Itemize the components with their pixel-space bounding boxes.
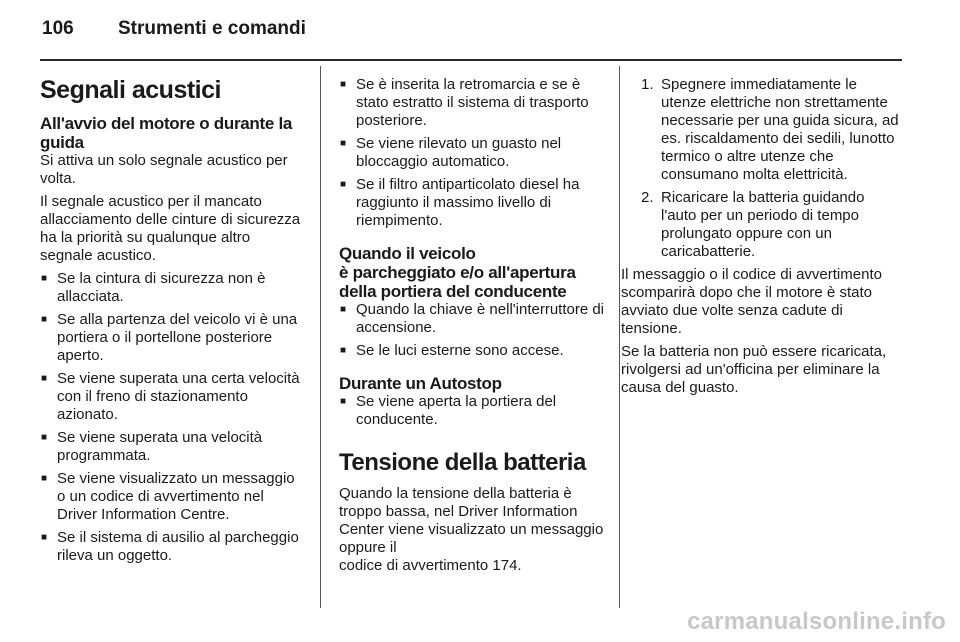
list-item: ■ Se alla partenza del veicolo vi è una portiera o il portellone posteriore aperto. — [40, 311, 306, 365]
list-item: ■ Se le luci esterne sono accese. — [339, 342, 605, 360]
paragraph-line: codice di avvertimento 174. — [339, 557, 522, 574]
bullet-list — [339, 76, 605, 230]
paragraph: Se la batteria non può essere ricaricata, rivolgersi ad un'officina per eliminare la causa del guasto. — [621, 343, 887, 396]
numbered-list — [621, 76, 903, 261]
paragraph-line: Quando la tensione della batteria è troppo bassa, nel Driver Information Center viene visualizzato un messaggio oppure il — [339, 485, 604, 556]
page-header — [42, 18, 306, 40]
page-title: Strumenti e comandi — [118, 18, 306, 39]
section-heading-segnali-acustici: Segnali acustici — [40, 76, 221, 104]
section-heading-tensione-batteria: Tensione della batteria — [339, 449, 586, 476]
paragraph: Il messaggio o il codice di avvertimento scomparirà dopo che il motore è stato avviato due volte senza cadute di tensione. — [621, 266, 882, 337]
paragraph: Il segnale acustico per il mancato allacciamento delle cinture di sicurezza ha la priorità su qualunque altro segnale acustico. — [40, 193, 301, 264]
subheading-avvio-motore: All'avvio del motore o durante la guida — [40, 114, 293, 152]
bullet-list — [339, 301, 605, 360]
list-index: 1. — [641, 76, 654, 93]
list-item: ■ Quando la chiave è nell'interruttore di accensione. — [339, 301, 605, 337]
list-item — [621, 189, 903, 261]
column-divider-2 — [619, 66, 620, 608]
list-item: ■ Se viene superata una velocità programmata. — [40, 429, 306, 465]
list-item: ■ Se il sistema di ausilio al parcheggio rileva un oggetto. — [40, 529, 306, 565]
bullet-list — [339, 393, 605, 429]
list-index: 2. — [641, 189, 654, 206]
column-3 — [621, 76, 903, 402]
list-item: ■ Se il filtro antiparticolato diesel ha raggiunto il massimo livello di riempimento. — [339, 176, 605, 230]
subheading-autostop: Durante un Autostop — [339, 374, 502, 393]
list-item: ■ Se viene visualizzato un messaggio o un codice di avvertimento nel Driver Information Centre. — [40, 470, 306, 524]
list-item: ■ Se viene rilevato un guasto nel bloccaggio automatico. — [339, 135, 605, 171]
list-item-text: Ricaricare la batteria guidando l'auto per un periodo di tempo prolungato oppure con un caricabatterie. — [661, 189, 865, 260]
paragraph — [339, 485, 605, 575]
bullet-list — [40, 270, 306, 565]
watermark: carmanualsonline.info — [687, 608, 946, 635]
subheading-line: è parcheggiato e/o all'apertura della portiera del conducente — [339, 263, 576, 301]
column-2 — [339, 76, 605, 580]
list-item: ■ Se la cintura di sicurezza non è allacciata. — [40, 270, 306, 306]
subheading-line: Quando il veicolo — [339, 244, 476, 263]
column-divider-1 — [320, 66, 321, 608]
list-item: ■ Se è inserita la retromarcia e se è stato estratto il sistema di trasporto posteriore. — [339, 76, 605, 130]
paragraph: Si attiva un solo segnale acustico per volta. — [40, 152, 288, 187]
subheading-veicolo-parcheggiato — [339, 244, 605, 301]
column-1 — [40, 76, 306, 570]
list-item: ■ Se viene aperta la portiera del conducente. — [339, 393, 605, 429]
page-number: 106 — [42, 18, 74, 39]
list-item-text: Spegnere immediatamente le utenze elettriche non strettamente necessarie per una guida sicura, ad es. riscaldamento dei sedili, lunotto termico o altre utenze che consumano molta elettricità. — [661, 76, 899, 183]
header-rule — [40, 59, 902, 61]
list-item: ■ Se viene superata una certa velocità con il freno di stazionamento azionato. — [40, 370, 306, 424]
list-item — [621, 76, 903, 184]
